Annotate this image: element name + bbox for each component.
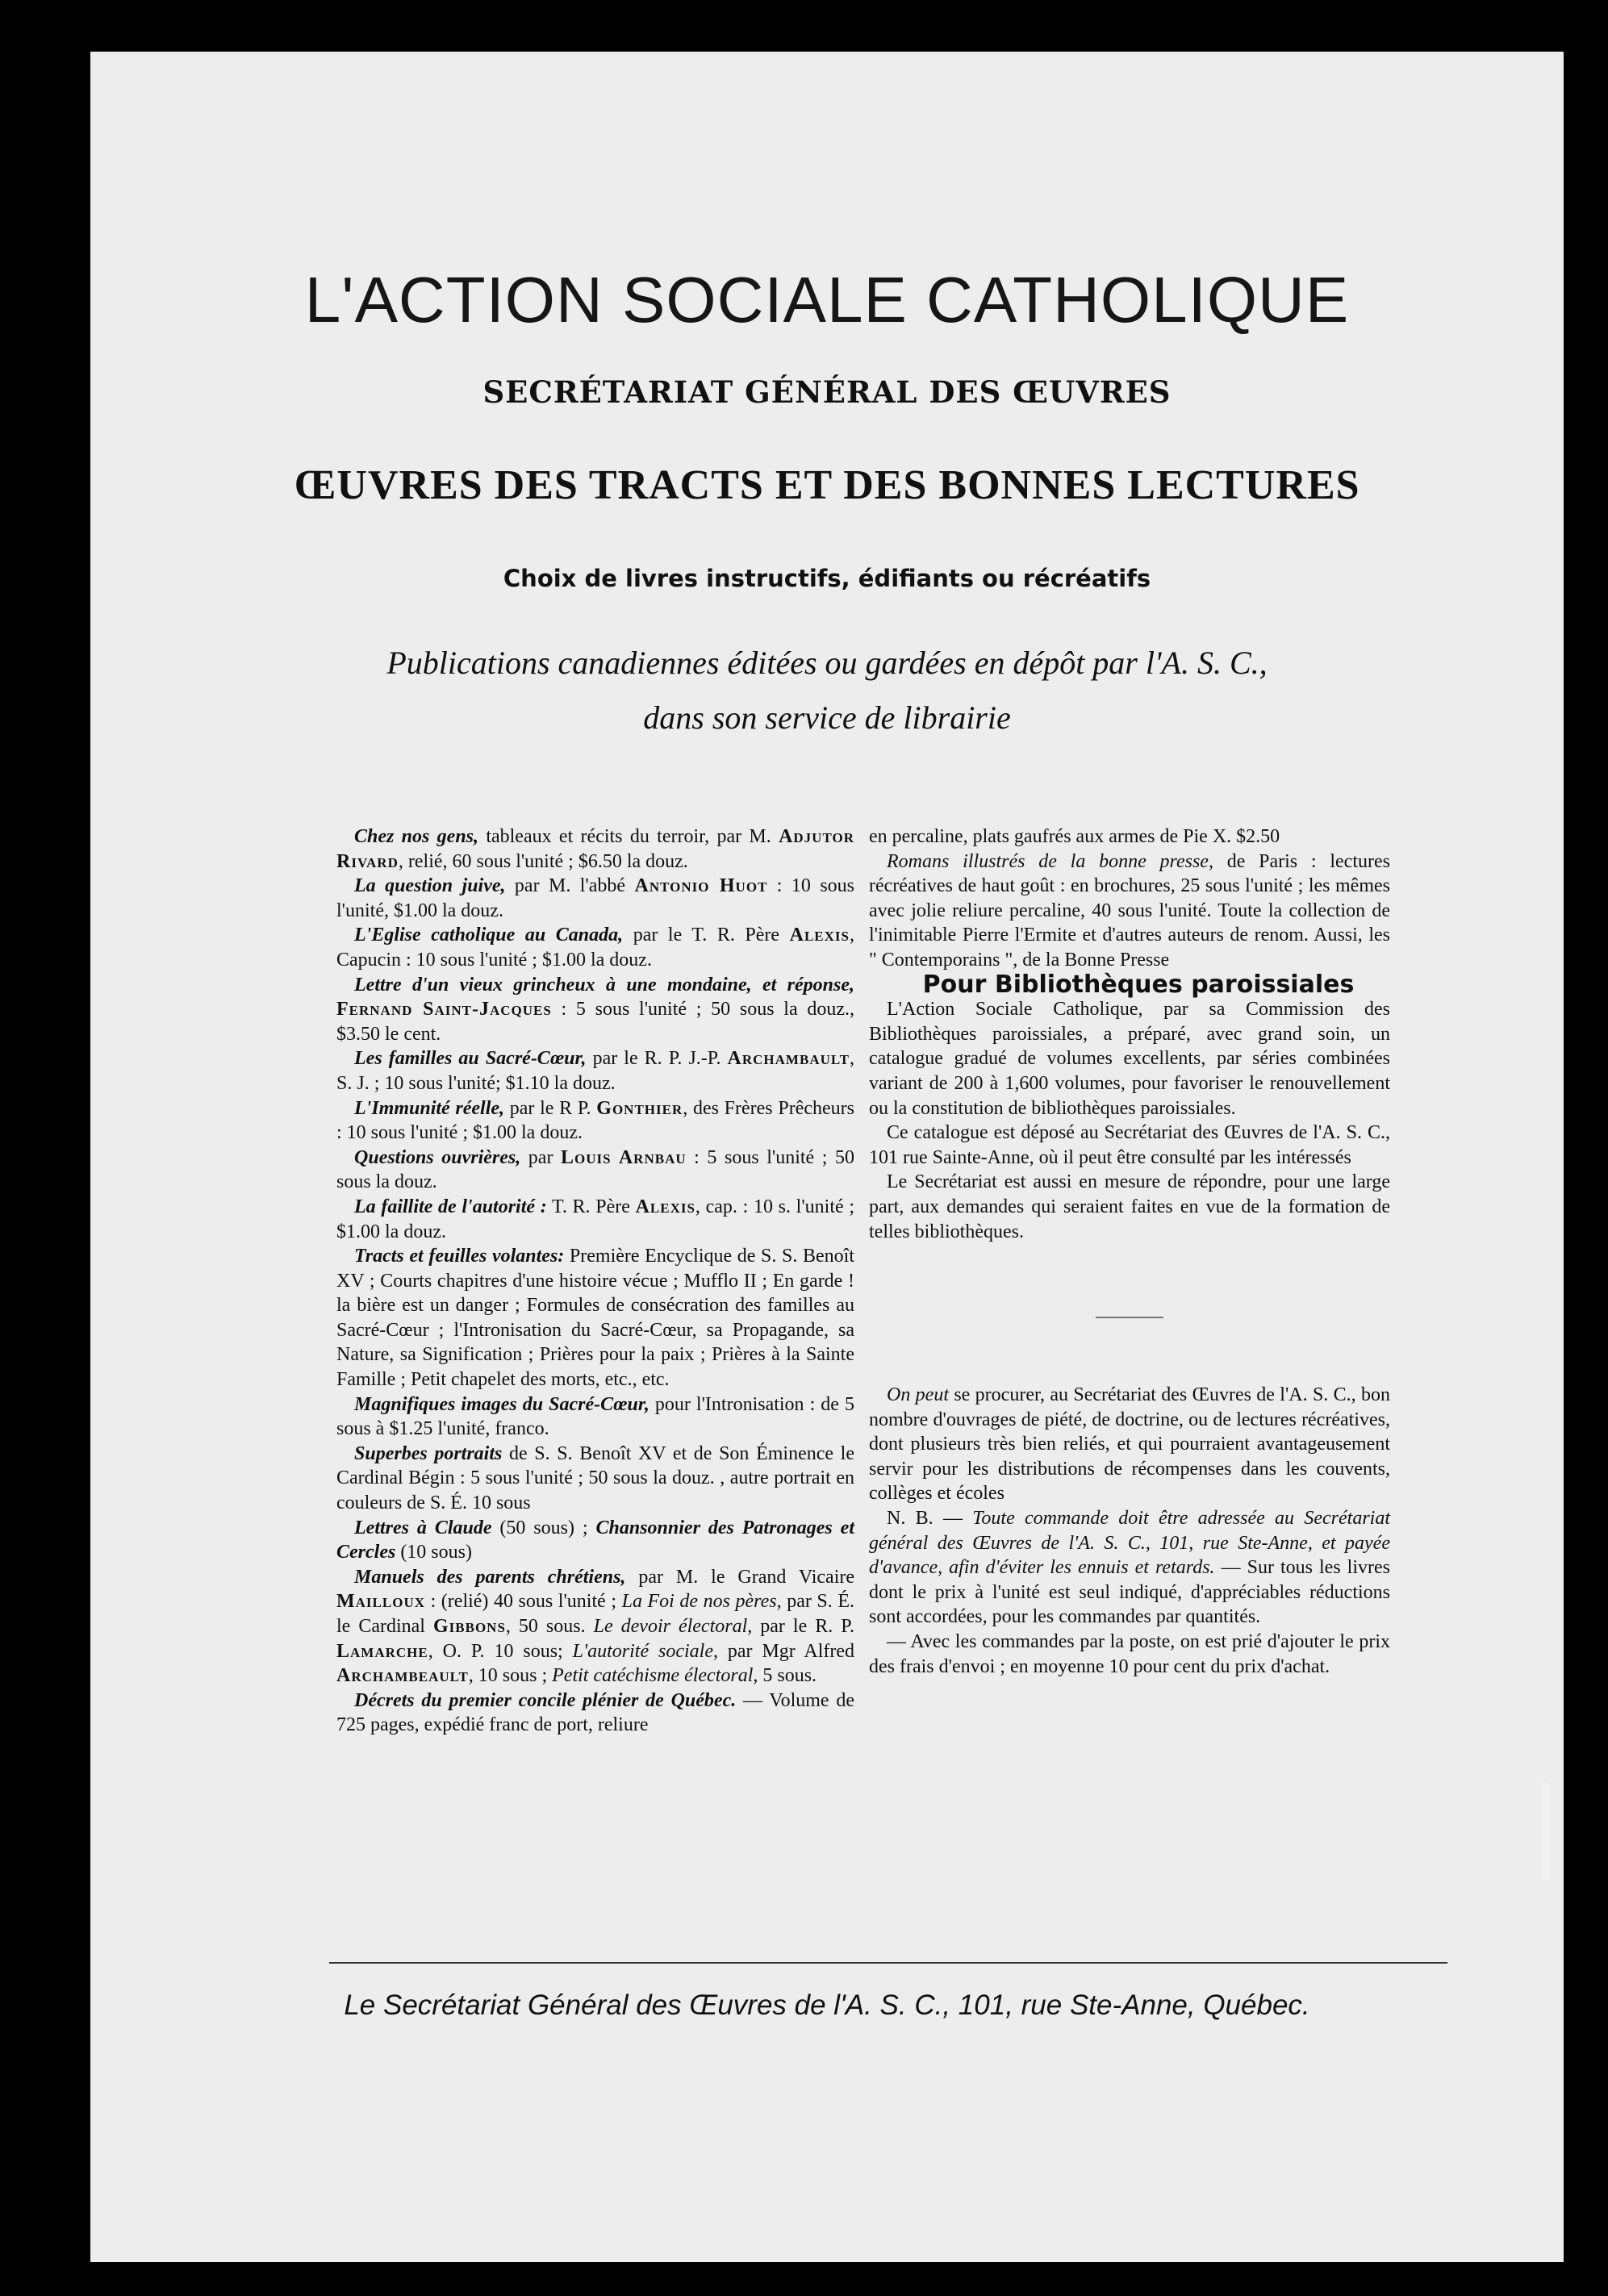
entry-continuation: en percaline, plats gaufrés aux armes de Pie X. $2.50	[869, 826, 1280, 847]
oeuvres-heading: ŒUVRES DES TRACTS ET DES BONNES LECTURES	[294, 462, 1360, 508]
entry-lettre-grincheux: Lettre d'un vieux grincheux à une mondaine, et réponse, Fernand Saint-Jacques : 5 sous l'unité ; 50 sous la douz., $3.50 le cent.	[336, 974, 854, 1045]
publications-line-2: dans son service de librairie	[643, 699, 1011, 736]
entry-manuels-parents: Manuels des parents chrétiens, par M. le Grand Vicaire Mailloux : (relié) 40 sous l'unité ; La Foi de nos pères, par S. É. le Cardinal Gibbons, 50 sous. Le devoir électoral, par le R. P. Lamarche, O. P. 10 sous; L'autorité sociale, par Mgr Alfred Archambeault, 10 sous ; Petit catéchisme électoral, 5 sous.	[336, 1566, 855, 1687]
main-title: L'ACTION SOCIALE CATHOLIQUE	[304, 264, 1350, 336]
footer-divider	[329, 1962, 1447, 1964]
document-page	[90, 52, 1564, 2262]
paragraph-envoi: — Avec les commandes par la poste, on est prié d'ajouter le prix des frais d'envoi ; en moyenne 10 pour cent du prix d'achat.	[869, 1631, 1390, 1677]
entry-chez-nos-gens: Chez nos gens, tableaux et récits du terroir, par M. Adjutor Rivard, relié, 60 sous l'unité ; $6.50 la douz.	[336, 826, 854, 872]
publications-line	[90, 636, 1564, 745]
entry-familles-sacre-coeur: Les familles au Sacré-Cœur, par le R. P. J.-P. Archambault, S. J. ; 10 sous l'unité; $1.10 la douz.	[336, 1048, 854, 1094]
entry-tracts-feuilles: Tracts et feuilles volantes: Première Encyclique de S. S. Benoît XV ; Courts chapitres d'une histoire vécue ; Mufflo II ; En garde ! la bière est un danger ; Formules de consécration des familles au Sacré-Cœur ; l'Intronisation du Sacré-Cœur, sa Propagande, sa Nature, sa Signification ; Prières pour la paix ; Prières à la Sainte Famille ; Petit chapelet des morts, etc., etc.	[336, 1246, 854, 1391]
right-column	[869, 824, 1390, 1679]
paragraph-catalogue: Ce catalogue est déposé au Secrétariat des Œuvres de l'A. S. C., 101 rue Sainte-Anne, où il peut être consulté par les intéressés	[869, 1122, 1390, 1168]
margin-bar	[1543, 1783, 1549, 1880]
entry-lettres-claude: Lettres à Claude (50 sous) ; Chansonnier des Patronages et Cercles (10 sous)	[336, 1517, 854, 1563]
section-heading-bibliotheques: Pour Bibliothèques paroissiales	[922, 970, 1355, 999]
paragraph-nb: N. B. — Toute commande doit être adressée au Secrétariat général des Œuvres de l'A. S. C., 101, rue Ste-Anne, et payée d'avance, afin d'éviter les ennuis et retards. — Sur tous les livres dont le prix à l'unité est seul indiqué, d'appréciables réductions sont accordées, pour les commandes par quantités.	[869, 1508, 1391, 1628]
entry-immunite-reelle: L'Immunité réelle, par le R P. Gonthier, des Frères Prêcheurs : 10 sous l'unité ; $1.00 la douz.	[336, 1097, 854, 1144]
entry-images-sacre-coeur: Magnifiques images du Sacré-Cœur, pour l'Intronisation : de 5 sous à $1.25 l'unité, franco.	[336, 1393, 855, 1440]
publications-line-1: Publications canadiennes éditées ou gardées en dépôt par l'A. S. C.,	[386, 645, 1268, 681]
paragraph-commission: L'Action Sociale Catholique, par sa Commission des Bibliothèques paroissiales, a préparé, avec grand soin, un catalogue gradué de volumes excellents, par séries combinées variant de 200 à 1,600 volumes, pour favoriser le renouvellement ou la constitution de bibliothèques paroissiales.	[869, 999, 1390, 1119]
spacer	[869, 1318, 1390, 1383]
left-column	[336, 824, 854, 1738]
secretariat-heading: SECRÉTARIAT GÉNÉRAL DES ŒUVRES	[482, 374, 1172, 410]
entry-portraits: Superbes portraits de S. S. Benoît XV et de Son Éminence le Cardinal Bégin : 5 sous l'unité ; 50 sous la douz. , autre portrait en couleurs de S. É. 10 sous	[336, 1442, 855, 1514]
entry-decrets-concile: Décrets du premier concile plénier de Québec. — Volume de 725 pages, expédié franc de port, reliure	[336, 1689, 854, 1736]
entry-questions-ouvrieres: Questions ouvrières, par Louis Arnbau : 5 sous l'unité ; 50 sous la douz.	[336, 1146, 854, 1193]
entry-question-juive: La question juive, par M. l'abbé Antonio Huot : 10 sous l'unité, $1.00 la douz.	[336, 875, 854, 921]
paragraph-on-peut: On peut se procurer, au Secrétariat des Œuvres de l'A. S. C., bon nombre d'ouvrages de piété, de doctrine, ou de lectures récréatives, dont plusieurs très bien reliés, et qui pourraient avantageusement servir pour les distributions de récompenses dans les couvents, collèges et écoles	[869, 1384, 1390, 1505]
footer-address: Le Secrétariat Général des Œuvres de l'A. S. C., 101, rue Ste-Anne, Québec.	[344, 1989, 1310, 2021]
choix-subtitle: Choix de livres instructifs, édifiants ou récréatifs	[503, 565, 1151, 592]
entry-faillite-autorite: La faillite de l'autorité : T. R. Père Alexis, cap. : 10 s. l'unité ; $1.00 la douz.	[336, 1196, 854, 1242]
paragraph-secretariat: Le Secrétariat est aussi en mesure de répondre, pour une large part, aux demandes qui seraient faites en vue de la formation de telles bibliothèques.	[869, 1171, 1390, 1242]
entry-romans-illustres: Romans illustrés de la bonne presse, de Paris : lectures récréatives de haut goût : en brochures, 25 sous l'unité ; les mêmes avec jolie reliure percaline, 40 sous l'unité. Toute la collection de l'inimitable Pierre l'Ermite et d'autres auteurs de renom. Aussi, les " Contemporains ", de la Bonne Presse	[869, 850, 1390, 971]
entry-eglise-catholique: L'Eglise catholique au Canada, par le T. R. Père Alexis, Capucin : 10 sous l'unité ; $1.00 la douz.	[336, 925, 854, 971]
